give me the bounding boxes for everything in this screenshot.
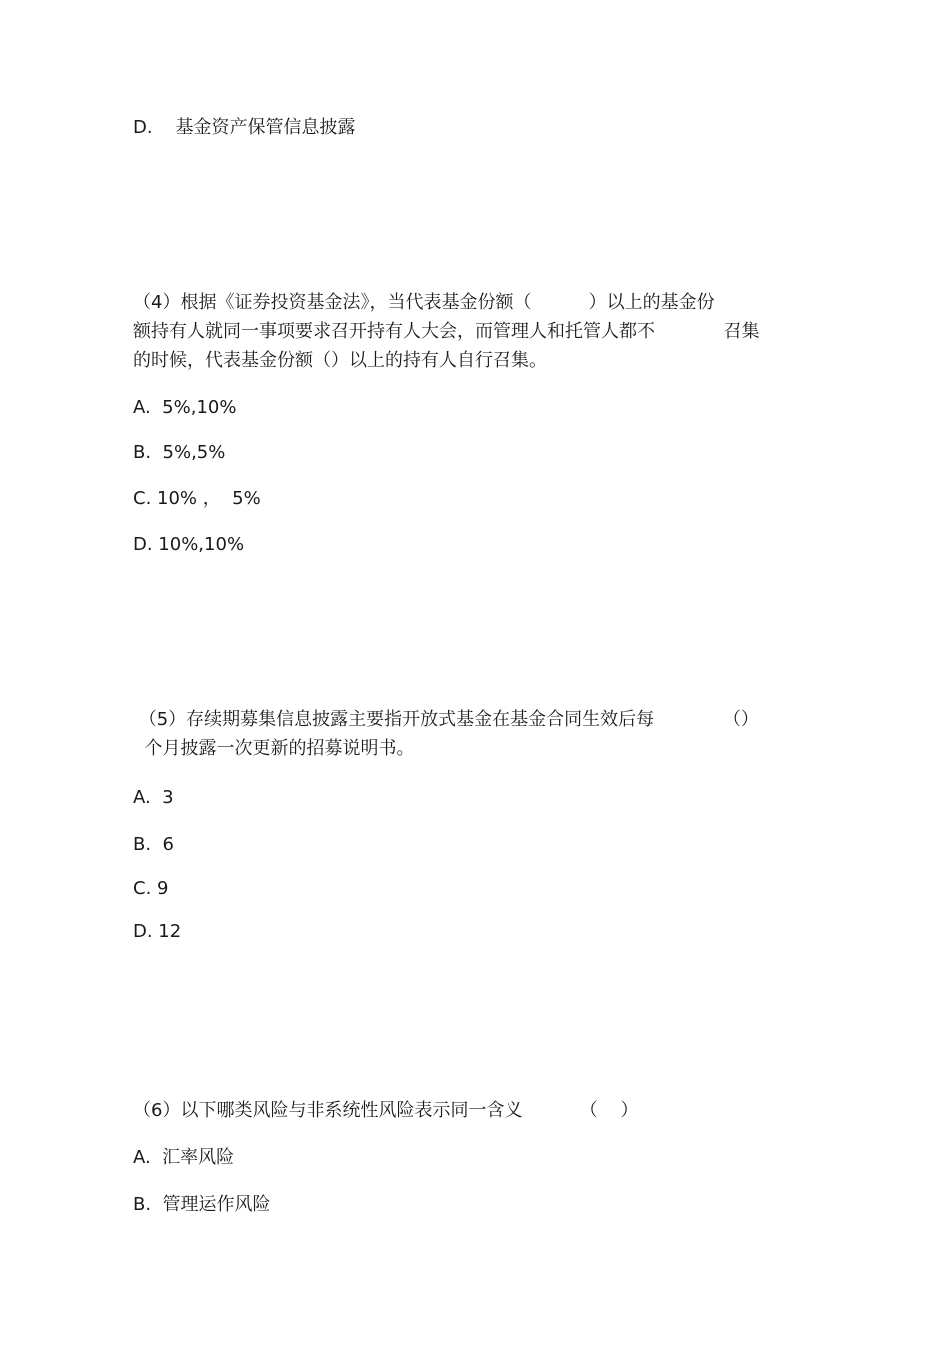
question-4-text-line-3: 的时候，代表基金份额（）以上的持有人自行召集。 [133,350,547,371]
question-4-option-b: B. 5%,5% [133,442,226,463]
question-5-option-a: A. 3 [133,787,174,808]
question-6-text-line-1: （6）以下哪类风险与非系统性风险表示同一含义 （ ） [133,1100,639,1121]
question-4-option-c: C. 10% ， 5% [133,488,261,509]
question-5-option-b: B. 6 [133,834,174,855]
question-5-text-line-2: 个月披露一次更新的招募说明书。 [133,738,415,759]
question-4-option-a: A. 5%,10% [133,397,237,418]
question-5-text-line-1: （5）存续期募集信息披露主要指开放式基金在基金合同生效后每 （） [133,709,759,730]
question-4-option-d: D. 10%,10% [133,534,245,555]
question-6-option-b: B. 管理运作风险 [133,1194,271,1215]
question-5-option-d: D. 12 [133,921,182,942]
question-4-text-line-1: （4）根据《证券投资基金法》，当代表基金份额（ ）以上的基金份 [133,292,715,313]
question-6-option-a: A. 汇率风险 [133,1147,235,1168]
question-5-option-c: C. 9 [133,878,169,899]
prev-question-option-d: D. 基金资产保管信息披露 [133,117,356,138]
question-4-text-line-2: 额持有人就同一事项要求召开持有人大会，而管理人和托管人都不 召集 [133,321,760,342]
